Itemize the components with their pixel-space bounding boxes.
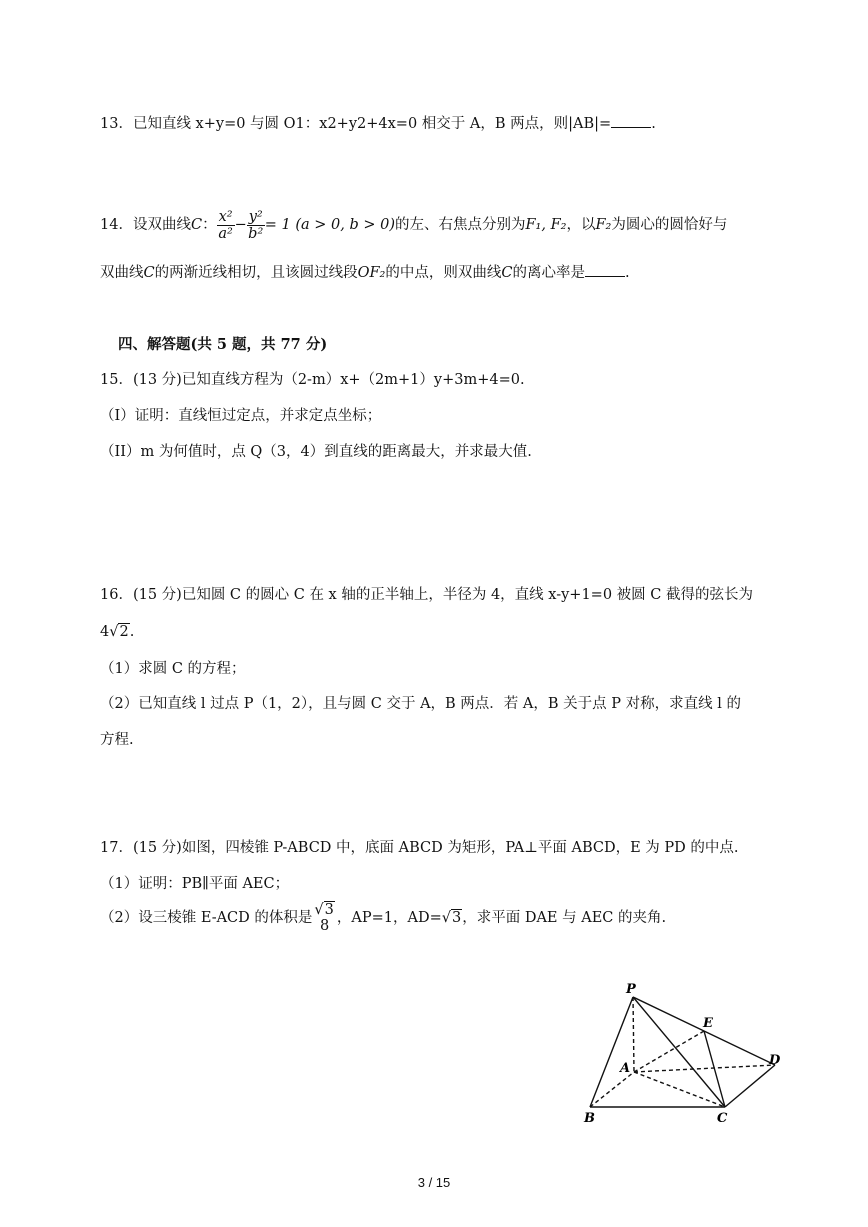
question-15-part1: （I）证明：直线恒过定点，并求定点坐标； xyxy=(100,408,382,424)
fraction-x: $\frac{\text{x²}}{\text{a²}}$ xyxy=(218,208,233,242)
question-16-part1: （1）求圆 C 的方程； xyxy=(100,661,246,677)
sqrt-symbol: √2 xyxy=(109,624,129,640)
pyramid-figure xyxy=(570,975,790,1135)
question-17-stem: 17．(15 分)如图，四棱锥 P-ABCD 中，底面 ABCD 为矩形，PA⊥平面 ABCD，E 为 PD 的中点. xyxy=(100,840,739,856)
label-E: E xyxy=(703,1016,713,1031)
fraction-y: $\frac{\text{y²}}{\text{b²}}$ xyxy=(248,208,264,242)
question-14: 14．设双曲线C： $\frac{\text{x²}}{\text{a²}}$ − $\frac{\text{y²}}{\text{b²}}$ = 1 (a > 0, b > 0)的左、右焦点分别为F₁, F₂，以F₂为圆心的圆恰好与 xyxy=(100,208,728,242)
question-16-part2b: 方程. xyxy=(100,732,134,748)
fraction-volume: √3 8 xyxy=(314,902,334,934)
q13-text: 13．已知直线 x+y=0 与圆 O1：x2+y2+4x=0 相交于 A，B 两点，则|AB|= xyxy=(100,116,612,132)
label-A: A xyxy=(620,1061,631,1076)
label-C: C xyxy=(717,1111,728,1126)
section-heading: 四、解答题(共 5 题，共 77 分) xyxy=(118,336,328,353)
question-16-part2: （2）已知直线 l 过点 P（1，2），且与圆 C 交于 A，B 两点．若 A，B 关于点 P 对称，求直线 l 的 xyxy=(100,696,741,712)
question-16-chord: 4√2. xyxy=(100,624,135,640)
question-17-part1: （1）证明：PB∥平面 AEC； xyxy=(100,876,290,892)
question-16-stem: 16．(15 分)已知圆 C 的圆心 C 在 x 轴的正半轴上，半径为 4，直线 x-y+1=0 被圆 C 截得的弦长为 xyxy=(100,587,753,603)
question-14-line2: 双曲线C的两渐近线相切，且该圆过线段OF₂的中点，则双曲线C的离心率是 . xyxy=(100,262,630,283)
label-D: D xyxy=(769,1053,781,1068)
question-13: 13．已知直线 x+y=0 与圆 O1：x2+y2+4x=0 相交于 A，B 两点，则|AB|= . xyxy=(100,113,656,134)
question-15-stem: 15．(13 分)已知直线方程为（2-m）x+（2m+1）y+3m+4=0. xyxy=(100,372,525,388)
page-number: 3 / 15 xyxy=(417,1175,451,1190)
label-B: B xyxy=(584,1111,595,1126)
label-P: P xyxy=(626,982,636,997)
answer-blank xyxy=(611,113,651,128)
question-17-part2: （2）设三棱锥 E-ACD 的体积是 √3 8 ，AP=1，AD=√3，求平面 DAE 与 AEC 的夹角. xyxy=(100,902,667,934)
question-15-part2: （II）m 为何值时，点 Q（3，4）到直线的距离最大，并求最大值. xyxy=(100,444,532,460)
sqrt-symbol: √3 xyxy=(441,910,462,926)
answer-blank xyxy=(585,262,625,277)
